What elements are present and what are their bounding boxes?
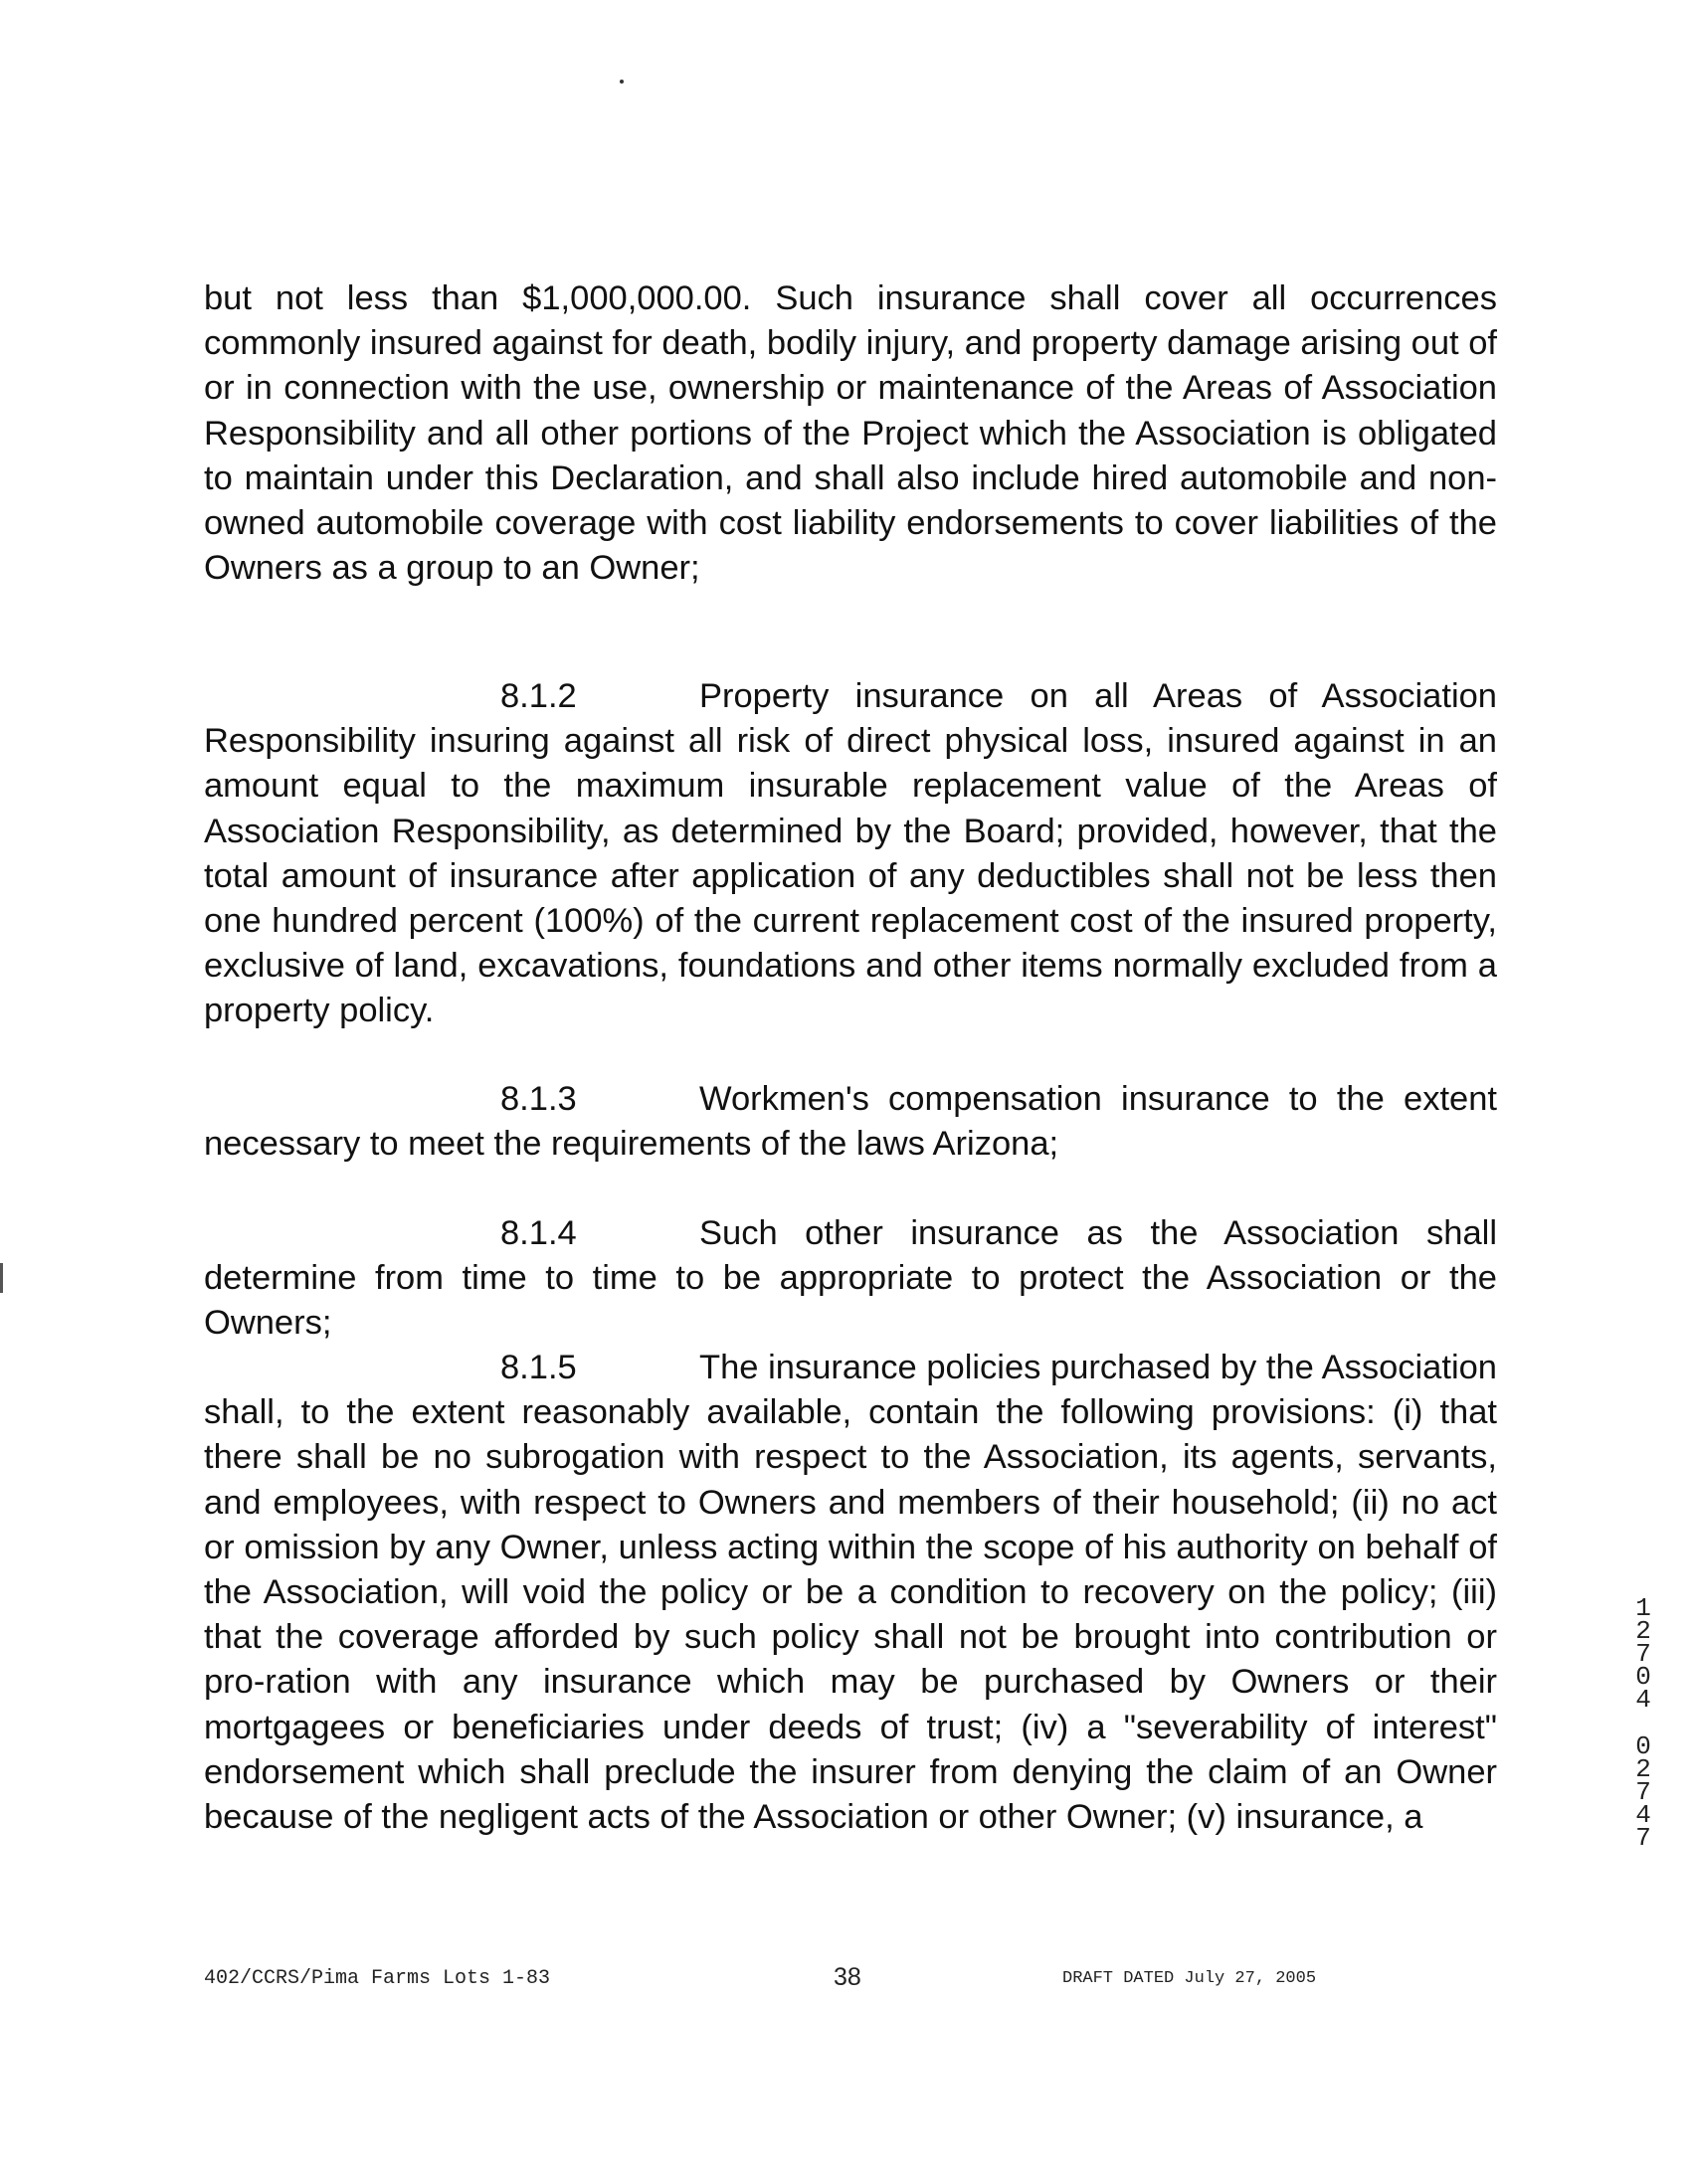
recording-number-2: 0 2 7 4 7 — [1635, 1731, 1651, 1853]
section-number: 8.1.4 — [500, 1214, 577, 1252]
section-number: 8.1.2 — [500, 677, 577, 715]
recording-stamp — [1625, 1593, 1661, 1853]
section-text: Workmen's compensation insurance to the extent necessary to meet the requirements of the laws Arizona; — [204, 1080, 1497, 1164]
section-number: 8.1.5 — [500, 1349, 577, 1386]
recording-number-1: 1 2 7 0 4 — [1635, 1593, 1651, 1715]
section-8-1-5 — [204, 1346, 1497, 1840]
section-8-1-3 — [204, 1077, 1497, 1167]
section-text: The insurance policies purchased by the Association shall, to the extent reasonably available, contain the following provisions: (i) that there shall be no subrogation with respect to the Association, its agents, servants, and employees, with respect to Owners and members of their household; (ii) no act or omission by any Owner, unless acting within the scope of his authority on behalf of the Association, will void the policy or be a condition to recovery on the policy; (iii) that the coverage afforded by such policy shall not be brought into contribution or pro-ration with any insurance which may be purchased by Owners or their mortgagees or beneficiaries under deeds of trust; (iv) a "severability of interest" endorsement which shall preclude the insurer from denying the claim of an Owner because of the negligent acts of the Association or other Owner; (v) insurance, a — [204, 1349, 1497, 1837]
draft-date: DRAFT DATED July 27, 2005 — [1062, 1969, 1317, 1988]
section-8-1-4 — [204, 1211, 1497, 1347]
scan-edge-mark — [0, 1263, 3, 1293]
page-number: 38 — [834, 1963, 861, 1991]
footer-file-reference: 402/CCRS/Pima Farms Lots 1-83 — [204, 1967, 551, 1990]
section-text: Property insurance on all Areas of Association Responsibility insuring against all risk of direct physical loss, insured against in an amount equal to the maximum insurable replacement value of the Areas of Association Responsibility, as determined by the Board; provided, however, that the total amount of insurance after application of any deductibles shall not be less then one hundred percent (100%) of the current replacement cost of the insured property, exclusive of land, excavations, foundations and other items normally excluded from a property policy. — [204, 677, 1497, 1030]
scan-speck — [620, 80, 624, 84]
continuation-paragraph: but not less than $1,000,000.00. Such insurance shall cover all occurrences commonly insured against for death, bodily injury, and property damage arising out of or in connection with the use, ownership or maintenance of the Areas of Association Responsibility and all other portions of the Project which the Association is obligated to maintain under this Declaration, and shall also include hired automobile and non-owned automobile coverage with cost liability endorsements to cover liabilities of the Owners as a group to an Owner; — [204, 279, 1497, 588]
section-8-1-2 — [204, 674, 1497, 1034]
section-text: Such other insurance as the Association shall determine from time to time to be appropriate to protect the Association or the Owners; — [204, 1214, 1497, 1343]
section-number: 8.1.3 — [500, 1080, 577, 1118]
